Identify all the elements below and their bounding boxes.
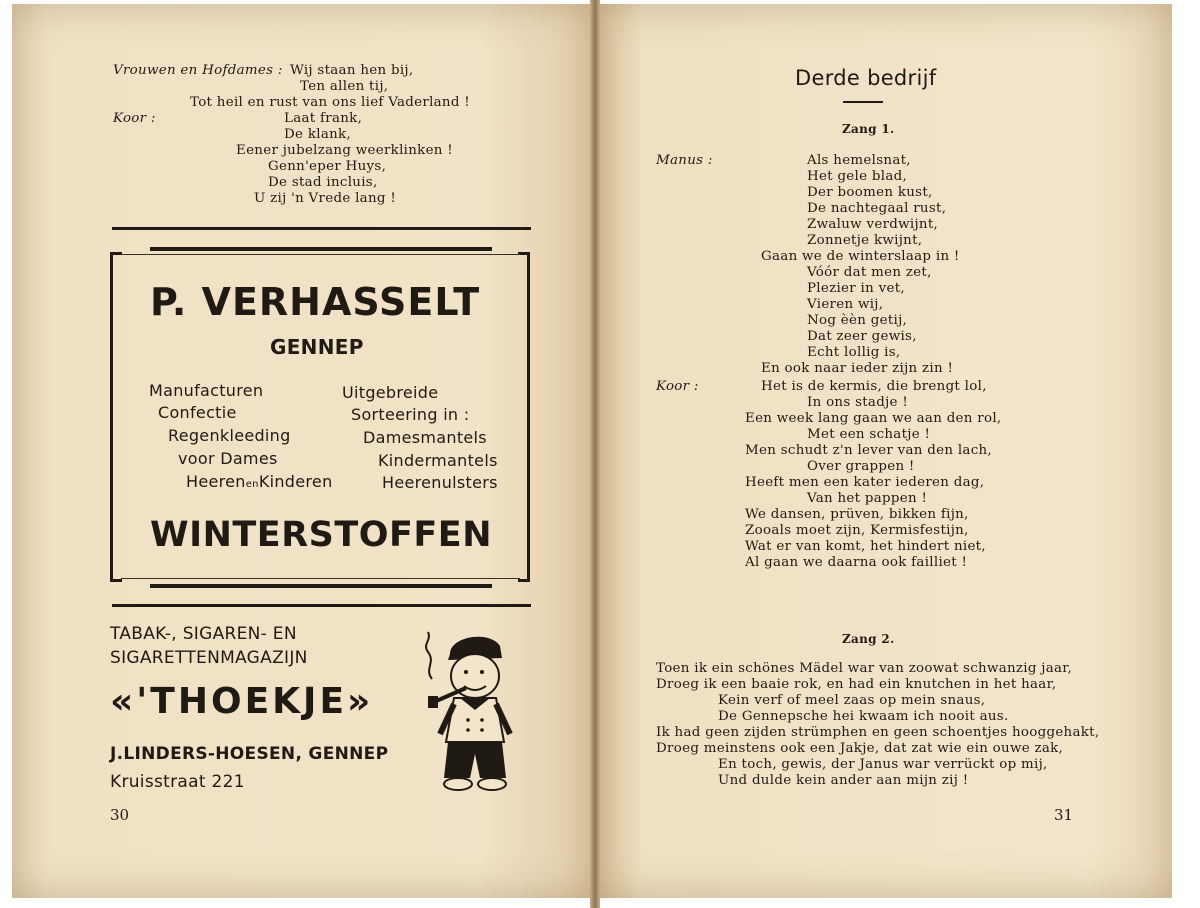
ad-item: Kindermantels [378,451,498,470]
song-line: De stad incluis, [268,175,378,190]
song-line: Der boomen kust, [807,185,933,200]
song-line: Echt lollig is, [807,345,901,360]
ad2-address: Kruisstraat 221 [110,772,245,792]
ad2-line: SIGARETTENMAGAZIJN [110,648,308,668]
song-line: Heeft men een kater iederen dag, [745,475,985,490]
smoking-man-illustration [420,624,530,796]
ad-item: Uitgebreide [342,383,439,402]
song-line: U zij 'n Vrede lang ! [254,191,396,206]
song-line: Met een schatje ! [807,427,931,442]
ad-frame-left [110,252,122,582]
song-line: Als hemelsnat, [807,153,911,168]
song-line: Zonnetje kwijnt, [807,233,923,248]
speaker-label: Koor : [656,379,699,394]
ad-inner-top [121,254,520,255]
ad-item-part: Kinderen [258,472,333,491]
song-line: Gaan we de winterslaap in ! [761,249,960,264]
ad-item: Damesmantels [363,428,487,447]
song-line: Toen ik ein schönes Mädel war van zoowat schwanzig jaar, [656,661,1073,676]
song-line: Vóór dat men zet, [807,265,932,280]
song-line: Dat zeer gewis, [807,329,917,344]
ad2-owner: J.LINDERS-HOESEN, GENNEP [110,744,389,764]
song-line: In ons stadje ! [807,395,909,410]
ad-item: Sorteering in : [351,405,470,424]
song-line: Laat frank, [284,111,363,126]
heading-rule [843,101,883,103]
page-number-right: 31 [1054,806,1074,824]
song-line: Wat er van komt, het hindert niet, [745,539,986,554]
speaker-label: Vrouwen en Hofdames : [113,63,283,78]
song-line: We dansen, prüven, bikken fijn, [745,507,969,522]
ad-frame-right [518,252,530,582]
ad-item: Manufacturen [149,381,264,400]
speaker-label: Manus : [656,153,713,168]
song-line: Zooals moet zijn, Kermisfestijn, [745,523,969,538]
song-line: De klank, [284,127,351,142]
song-line: Een week lang gaan we aan den rol, [745,411,1002,426]
song-line: Genn'eper Huys, [268,159,387,174]
page-number-left: 30 [110,806,130,824]
song-line: Zwaluw verdwijnt, [807,217,939,232]
ad-item-part: en [245,479,259,490]
ad-item: Confectie [158,403,237,422]
shop-town: GENNEP [270,335,364,359]
ad-headline: WINTERSTOFFEN [150,515,493,555]
song-line: Droeg meinstens ook een Jakje, dat zat wie ein ouwe zak, [656,741,1064,756]
song-line: Van het pappen ! [807,491,928,506]
song-line: Ik had geen zijden strümphen en geen schoentjes hooggehakt, [656,725,1100,740]
song-line: Vieren wij, [807,297,884,312]
zang1-title: Zang 1. [842,122,895,136]
song-line: De Gennepsche hei kwaam ich nooit aus. [718,709,1009,724]
song-line: Kein verf of meel zaas op mein snaus, [718,693,986,708]
ad-item: voor Dames [178,449,278,468]
song-line: De nachtegaal rust, [807,201,947,216]
song-line: Wij staan hen bij, [290,63,414,78]
song-line: Ten allen tij, [300,79,389,94]
divider-rule [112,227,531,230]
ad-item [186,472,333,495]
ad-frame-top [150,247,492,251]
song-line: Und dulde kein ander aan mijn zij ! [718,773,969,788]
song-line: Tot heil en rust van ons lief Vaderland ! [190,95,470,110]
song-line: Men schudt z'n lever van den lach, [745,443,992,458]
song-line: Plezier in vet, [807,281,905,296]
act-heading: Derde bedrijf [795,66,937,90]
ad-inner-bottom [121,578,520,579]
song-line: En toch, gewis, der Janus war verrückt op mij, [718,757,1048,772]
zang2-title: Zang 2. [842,632,895,646]
song-line: Droeg ik een baaie rok, en had ein knutchen in het haar, [656,677,1057,692]
song-line: Eener jubelzang weerklinken ! [236,143,453,158]
song-line: Het gele blad, [807,169,908,184]
speaker-label: Koor : [113,111,156,126]
shop-name-thoekje: «'THOEKJE» [110,681,374,722]
song-line: Het is de kermis, die brengt lol, [761,379,987,394]
song-line: Al gaan we daarna ook failliet ! [745,555,968,570]
ad-item-part: Heeren [186,472,246,491]
book-gutter [590,0,600,908]
song-line: Nog èèn getij, [807,313,908,328]
divider-rule [112,604,531,607]
song-line: En ook naar ieder zijn zin ! [761,361,954,376]
shop-name: P. VERHASSELT [150,280,481,324]
ad-item: Heerenulsters [382,473,498,492]
ad-item: Regenkleeding [168,426,291,445]
ad2-line: TABAK-, SIGAREN- EN [110,624,297,644]
song-line: Over grappen ! [807,459,915,474]
ad-frame-bottom [150,584,492,588]
